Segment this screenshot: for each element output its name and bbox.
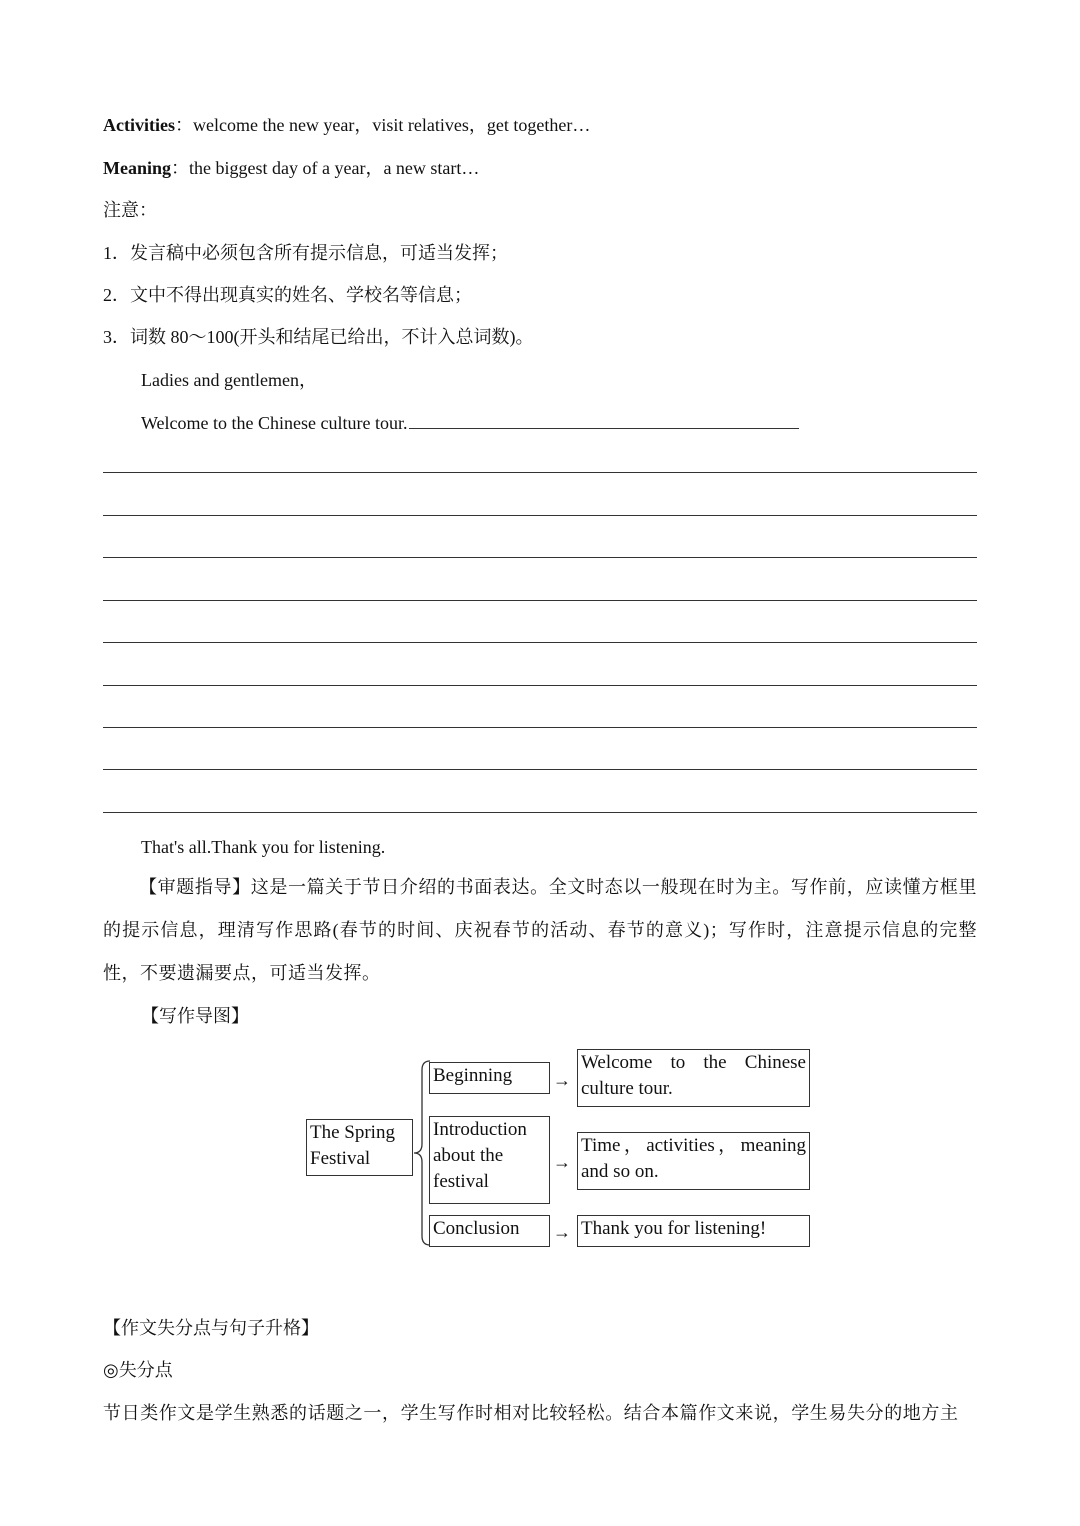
arrow-icon: → [553,1070,571,1090]
arrow-icon: → [553,1152,571,1172]
writing-line[interactable] [103,812,977,813]
meaning-label: Meaning [103,158,172,178]
writing-line[interactable] [103,769,977,770]
arrow-icon: → [553,1222,571,1242]
note-item-2: 2．文中不得出现真实的姓名、学校名等信息； [103,285,472,305]
scoring-text: 节日类作文是学生熟悉的话题之一，学生写作时相对比较轻松。结合本篇作文来说，学生易失分的地方主 [103,1403,959,1423]
writing-line[interactable] [103,600,977,601]
essay-opening: Welcome to the Chinese culture tour. [141,413,408,433]
essay-opening-line [141,410,799,435]
meaning-hint [103,156,479,180]
note-item-1: 1．发言稿中必须包含所有提示信息，可适当发挥； [103,243,508,263]
activities-text: ：welcome the new year，visit relatives，get together… [174,115,591,135]
notes-heading: 注意： [103,200,157,220]
writing-line[interactable] [103,472,977,473]
essay-greeting: Ladies and gentlemen， [141,370,317,390]
activities-hint [103,113,590,137]
detail-conclusion: Thank you for listening! [577,1215,810,1247]
mindmap-root: The Spring Festival [306,1119,413,1176]
writing-line[interactable] [103,727,977,728]
mindmap-heading: 【写作导图】 [141,1006,249,1026]
activities-label: Activities [103,115,175,135]
detail-beginning: Welcome to the Chinese culture tour. [577,1049,810,1107]
scoring-subheading: ◎失分点 [103,1360,173,1380]
branch-beginning: Beginning [429,1062,550,1094]
branch-conclusion: Conclusion [429,1215,550,1247]
scoring-heading: 【作文失分点与句子升格】 [103,1318,319,1338]
meaning-text: ：the biggest day of a year，a new start… [171,158,480,178]
writing-line[interactable] [103,515,977,516]
guidance-text: 【审题指导】这是一篇关于节日介绍的书面表达。全文时态以一般现在时为主。写作前，应读懂方框里的提示信息，理清写作思路(春节的时间、庆祝春节的活动、春节的意义)；写作时，注意提示信息的完整性，不要遗漏要点，可适当发挥。 [103,877,977,983]
writing-line[interactable] [103,642,977,643]
detail-introduction: Time，activities，meaning and so on. [577,1132,810,1190]
branch-introduction: Introduction about the festival [429,1116,550,1204]
note-item-3: 3．词数 80～100(开头和结尾已给出，不计入总词数)。 [103,327,534,347]
essay-closing: That's all.Thank you for listening. [141,837,386,857]
writing-line[interactable] [103,685,977,686]
writing-line[interactable] [103,557,977,558]
answer-blank[interactable] [409,410,799,429]
